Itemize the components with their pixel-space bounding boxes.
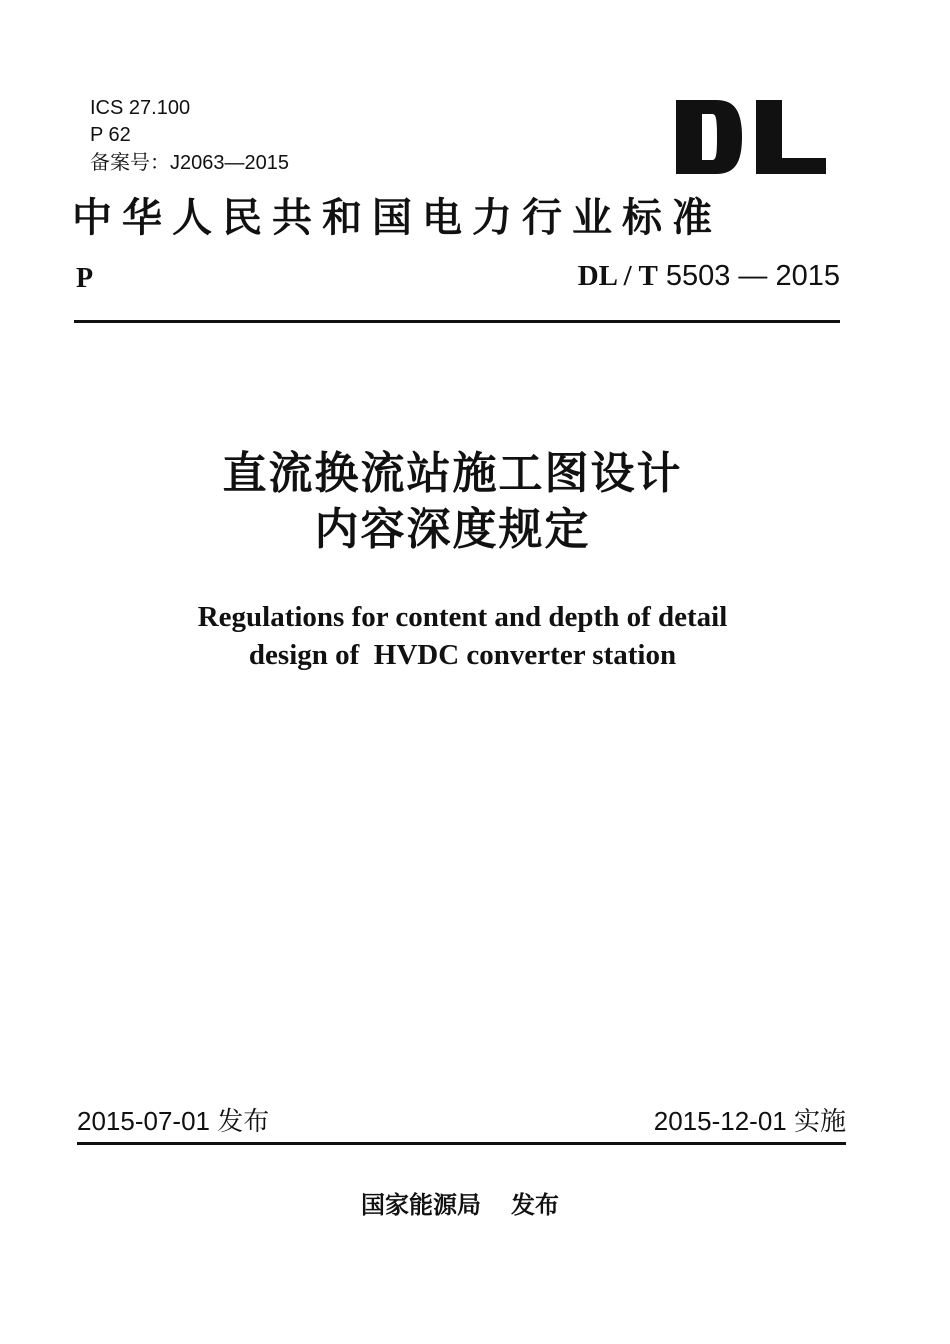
ics-code-text: ICS 27.100 (90, 97, 191, 119)
filing-number (90, 149, 289, 177)
category-code (90, 121, 131, 149)
standard-code (578, 258, 840, 294)
issuer-line (0, 1188, 920, 1222)
bottom-divider (77, 1142, 846, 1145)
standard-number: 5503 — 2015 (665, 260, 840, 292)
issuer-action: 发布 (511, 1190, 559, 1219)
dl-logo-icon (676, 100, 826, 174)
title-cn-line1: 直流换流站施工图设计 (222, 448, 683, 499)
issuer-name: 国家能源局 (361, 1190, 481, 1219)
category-letter: P (76, 263, 94, 294)
filing-number-text: 备案号：J2063—2015 (90, 152, 289, 174)
top-divider (74, 320, 840, 323)
category-code-text: P 62 (90, 124, 131, 146)
title-en-line2: design of HVDC converter station (248, 639, 677, 671)
title-cn-line2: 内容深度规定 (314, 504, 591, 555)
national-standard-heading: 中华人民共和国电力行业标准 (72, 194, 722, 241)
ics-code (90, 94, 190, 122)
standard-prefix: DL / T (577, 260, 658, 292)
issue-date: 2015-07-01 发布 (77, 1106, 270, 1136)
implementation-date: 2015-12-01 实施 (653, 1106, 846, 1136)
title-en-line1: Regulations for content and depth of detail (197, 601, 728, 633)
